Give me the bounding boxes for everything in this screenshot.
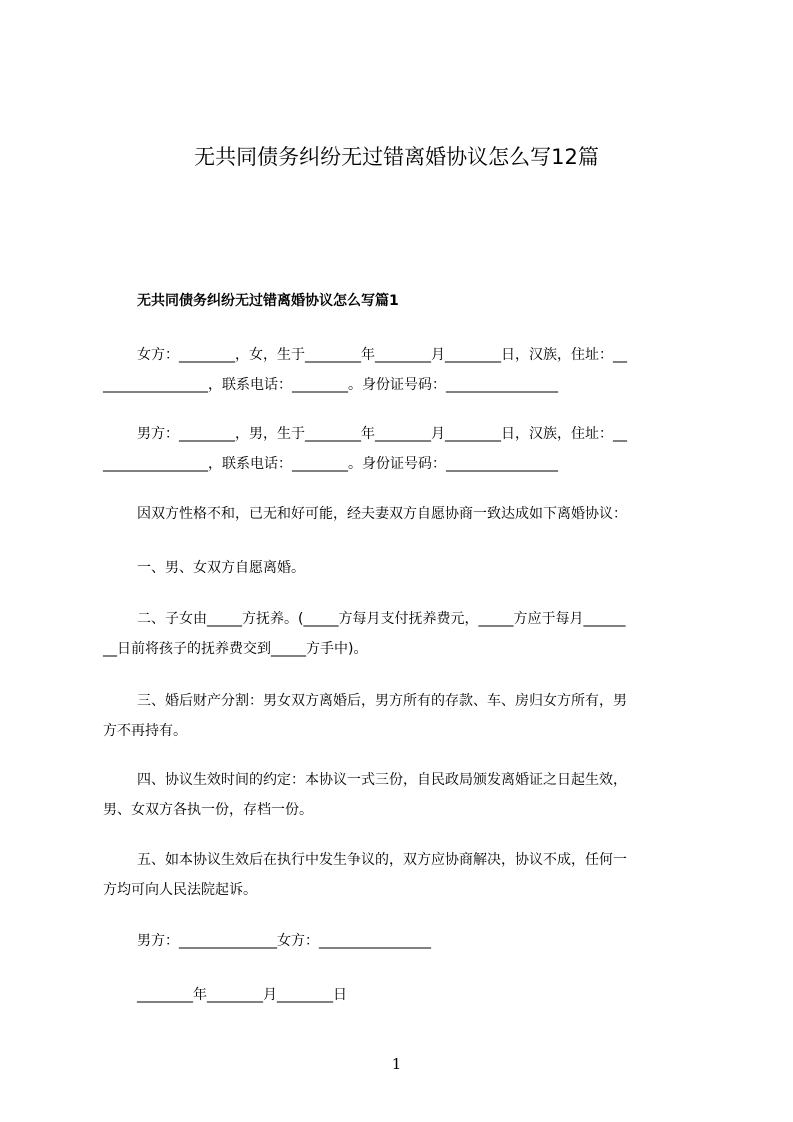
- text-line: _______________，联系电话：________。身份证号码：________________: [103, 377, 558, 393]
- signature-line: [103, 926, 703, 956]
- date-line: [103, 980, 703, 1010]
- text-line: 女方：________，女，生于________年________月________日，汉族，住址：__: [137, 347, 627, 363]
- text-line: 三、婚后财产分割：男女双方离婚后，男方所有的存款、车、房归女方所有，男: [137, 693, 627, 709]
- text-line: _______________，联系电话：________。身份证号码：________________: [103, 456, 558, 472]
- text-line: __日前将孩子的抚养费交到_____方手中)。: [103, 641, 368, 657]
- clause-1: [103, 553, 703, 583]
- text-line: ________年________月________日: [137, 987, 347, 1003]
- document-title: 无共同债务纠纷无过错离婚协议怎么写12篇: [194, 145, 599, 169]
- clause-2: [103, 604, 703, 664]
- text-line: 四、协议生效时间的约定：本协议一式三份，自民政局颁发离婚证之日起生效，: [137, 772, 627, 788]
- text-line: 五、如本协议生效后在执行中发生争议的，双方应协商解决，协议不成，任何一: [137, 852, 627, 868]
- text-line: 二、子女由_____方抚养。(_____方每月支付抚养费元，_____方应于每月______: [137, 611, 626, 627]
- text-line: 男方：________，男，生于________年________月________日，汉族，住址：__: [137, 426, 627, 442]
- clause-4: [103, 765, 703, 825]
- party-male-info: [103, 419, 703, 479]
- text-line: 因双方性格不和，已无和好可能，经夫妻双方自愿协商一致达成如下离婚协议：: [137, 506, 627, 522]
- agreement-preamble: [103, 499, 703, 529]
- page-number: 1: [391, 1055, 402, 1073]
- text-line: 方不再持有。: [103, 723, 187, 739]
- text-line: 方均可向人民法院起诉。: [103, 882, 257, 898]
- party-female-info: [103, 340, 703, 400]
- clause-5: [103, 845, 703, 905]
- text-line: 一、男、女双方自愿离婚。: [137, 560, 305, 576]
- text-line: 男、女双方各执一份，存档一份。: [103, 802, 313, 818]
- section-heading: 无共同债务纠纷无过错离婚协议怎么写篇1: [137, 293, 399, 309]
- text-line: 男方：______________女方：________________: [137, 933, 431, 949]
- clause-3: [103, 686, 703, 746]
